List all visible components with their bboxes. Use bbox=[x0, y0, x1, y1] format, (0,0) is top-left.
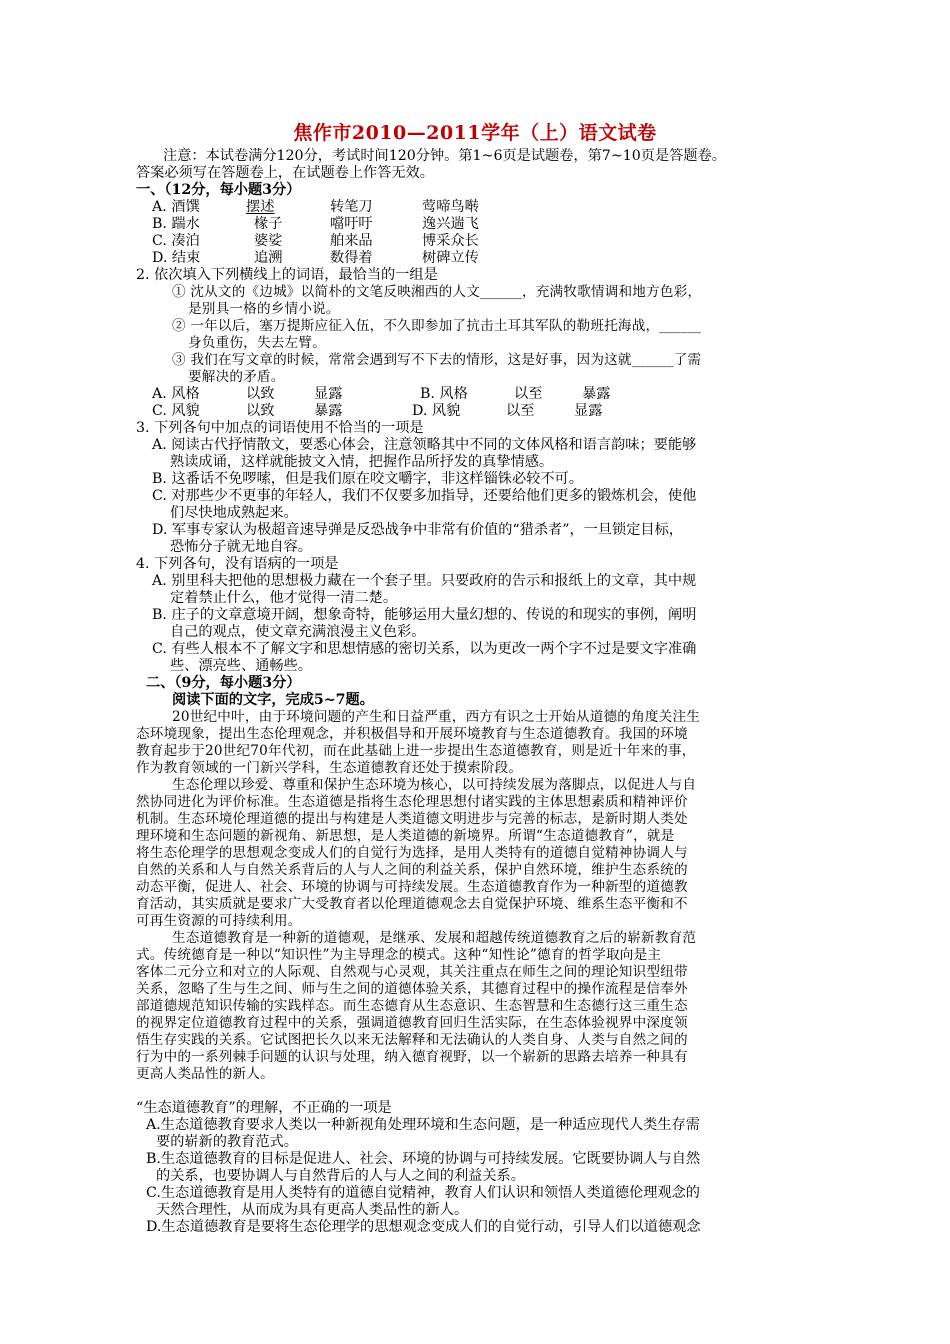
passage-line: 20世纪中叶，由于环境问题的产生和日益严重，西方有识之士开始从道德的角度关注生 bbox=[172, 709, 701, 725]
passage-line: 自然的关系和人与自然关系背后的人与人之间的利益关系，保护自然环境，维护生态系统的 bbox=[136, 862, 688, 878]
q5-stem: “生态道德教育”的理解，不正确的一项是 bbox=[136, 1100, 392, 1116]
reading-instruction: 阅读下面的文字，完成5~7题。 bbox=[172, 692, 374, 708]
q2-opt-c-1: C. 风貌 bbox=[152, 403, 200, 419]
q3-line-4: C. 对那些少不更事的年轻人，我们不仅要多加指导，还要给他们更多的锻炼机会，使他 bbox=[152, 488, 697, 504]
q1-b-2: 椽子 bbox=[254, 216, 283, 232]
passage-line: 然协同进化为评价标准。生态道德是指将生态伦理思想付诸实践的主体思想素质和精神评价 bbox=[136, 794, 688, 810]
passage-line: 更高人类品性的新人。 bbox=[136, 1066, 274, 1082]
passage-line: 部道德规范知识传输的实践样态。而生态德育从生态意识、生态智慧和生态德行这三重生态 bbox=[136, 998, 688, 1014]
q5-line-1: A.生态道德教育要求人类以一种新视角处理环境和生态问题，是一种适应现代人类生存需 bbox=[146, 1117, 700, 1133]
passage-line: 客体二元分立和对立的人际观、自然观与心灵观，其关注重点在师生之间的理论知识型纽带 bbox=[136, 964, 688, 980]
q3-line-1: A. 阅读古代抒情散文，要悉心体会，注意领略其中不同的文体风格和语言韵味；要能够 bbox=[152, 437, 697, 453]
q2-item-2b: 身负重伤，失去左臂。 bbox=[188, 335, 326, 351]
q3-line-3: B. 这番话不免啰嗦，但是我们原在咬文嚼字，非这样锱铢必较不可。 bbox=[152, 471, 583, 487]
q1-c-3: 舶来品 bbox=[330, 233, 373, 249]
q5-line-2: 要的崭新的教育范式。 bbox=[156, 1134, 298, 1150]
q2-item-3a: ③ 我们在写文章的时候，常常会遇到写不下去的情形，这是好事，因为这就______了需 bbox=[172, 352, 702, 368]
q4-line-2: 定着禁止什么，他才觉得一清二楚。 bbox=[170, 590, 398, 606]
passage-line: 生态道德教育是一种新的道德观，是继承、发展和超越传统道德教育之后的崭新教育范 bbox=[172, 930, 697, 946]
q1-d-4: 树碑立传 bbox=[422, 250, 479, 266]
page-title: 焦作市2010—2011学年（上）语文试卷 bbox=[293, 122, 657, 144]
passage-line: 动态平衡，促进人、社会、环境的协调与可持续发展。生态道德教育作为一种新型的道德教 bbox=[136, 879, 688, 895]
q4-line-1: A. 别里科夫把他的思想极力藏在一个套子里。只要政府的告示和报纸上的文章，其中规 bbox=[152, 573, 697, 589]
q4-line-3: B. 庄子的文章意境开阔，想象奇特，能够运用大量幻想的、传说的和现实的事例，阐明 bbox=[152, 607, 697, 623]
q1-d-1: D. 结束 bbox=[152, 250, 201, 266]
q5-line-3: B.生态道德教育的目标是促进人、社会、环境的协调与可持续发展。它既要协调人与自然 bbox=[146, 1151, 701, 1167]
q2-opt-d-3: 显露 bbox=[574, 403, 603, 419]
q5-line-6: 天然合理性，从而成为具有更高人类品性的新人。 bbox=[156, 1202, 469, 1218]
passage-line: 教育起步于20世纪70年代初，而在此基础上进一步提出生态道德教育，则是近十年来的事， bbox=[136, 743, 696, 759]
passage-line: 悟生存实践的关系。它试图把长久以来无法解释和无法确认的人类自身、人类与自然之间的 bbox=[136, 1032, 688, 1048]
q2-opt-a-1: A. 风格 bbox=[152, 386, 200, 402]
q1-c-1: C. 凑泊 bbox=[152, 233, 200, 249]
passage-line: 的视界定位道德教育过程中的关系，强调道德教育回归生活实际，在生态体验视界中深度领 bbox=[136, 1015, 688, 1031]
passage-line: 可再生资源的可持续利用。 bbox=[136, 913, 302, 929]
passage-line: 式。传统德育是一种以“知识性”为主导理念的模式。这种“知性论”德育的哲学取向是主 bbox=[136, 947, 662, 963]
q2-opt-c-2: 以致 bbox=[246, 403, 275, 419]
passage-line: 态环境现象，提出生态伦理观念，并积极倡导和开展环境教育与生态道德教育。我国的环境 bbox=[136, 726, 688, 742]
passage-line: 育活动，其实质就是要求广大受教育者以伦理道德观念去自觉保护环境、维系生态平衡和不 bbox=[136, 896, 688, 912]
q2-item-3b: 要解决的矛盾。 bbox=[188, 369, 285, 385]
q4-line-4: 自己的观点，使文章充满浪漫主义色彩。 bbox=[170, 624, 426, 640]
q1-a-1: A. 酒馔 bbox=[152, 199, 200, 215]
q1-c-4: 博采众长 bbox=[422, 233, 479, 249]
q2-opt-d-1: D. 风貌 bbox=[412, 403, 461, 419]
q2-item-1b: 是别具一格的乡情小说。 bbox=[188, 301, 340, 317]
q5-line-7: D.生态道德教育是要将生态伦理学的思想观念变成人们的自觉行动，引导人们以道德观念 bbox=[146, 1219, 701, 1235]
q1-b-1: B. 踹水 bbox=[152, 216, 200, 232]
q4-stem: 4. 下列各句，没有语病的一项是 bbox=[136, 556, 339, 572]
q1-d-2: 追溯 bbox=[254, 250, 283, 266]
q1-d-3: 数得着 bbox=[330, 250, 373, 266]
q3-line-5: 们尽快地成熟起来。 bbox=[170, 505, 298, 521]
notice-line-2: 答案必须写在答题卷上，在试题卷上作答无效。 bbox=[136, 165, 434, 181]
notice-line-1: 注意：本试卷满分120分，考试时间120分钟。第1~6页是试题卷，第7~10页是答题卷。 bbox=[163, 148, 726, 164]
q1-c-2: 婆娑 bbox=[254, 233, 283, 249]
passage-line: 理环境和生态问题的新视角、新思想，是人类道德的新境界。所谓“生态道德教育”，就是 bbox=[136, 828, 675, 844]
q1-a-4: 莺啼鸟啭 bbox=[422, 199, 479, 215]
q2-opt-b-2: 以至 bbox=[514, 386, 543, 402]
q1-b-4: 逸兴遄飞 bbox=[422, 216, 479, 232]
q2-opt-b-3: 暴露 bbox=[582, 386, 611, 402]
q3-line-2: 熟读成诵，这样就能披文入情，把握作品所抒发的真挚情感。 bbox=[170, 454, 554, 470]
q3-line-6: D. 军事专家认为极超音速导弹是反恐战争中非常有价值的“猎杀者”，一旦锁定目标， bbox=[152, 522, 683, 538]
q1-b-3: 噹吁吁 bbox=[330, 216, 373, 232]
section-1-heading: 一、（12分，每小题3分） bbox=[136, 182, 301, 198]
q3-stem: 3. 下列各句中加点的词语使用不恰当的一项是 bbox=[136, 420, 424, 436]
q1-a-2: 摆述 bbox=[246, 199, 275, 215]
passage-line: 生态伦理以珍爱、尊重和保护生态环境为核心，以可持续发展为落脚点，以促进人与自 bbox=[172, 777, 697, 793]
q2-opt-a-2: 以致 bbox=[246, 386, 275, 402]
passage-line: 行为中的一系列棘手问题的认识与处理，纳入德育视野，以一个崭新的思路去培养一种具有 bbox=[136, 1049, 688, 1065]
q5-line-5: C.生态道德教育是用人类特有的道德自觉精神，教育人们认识和领悟人类道德伦理观念的 bbox=[146, 1185, 700, 1201]
passage-line: 将生态伦理学的思想观念变成人们的自觉行为选择，是用人类特有的道德自觉精神协调人与 bbox=[136, 845, 688, 861]
q2-stem: 2. 依次填入下列横线上的词语，最恰当的一组是 bbox=[136, 267, 438, 283]
q4-line-5: C. 有些人根本不了解文字和思想情感的密切关系，以为更改一两个字不过是要文字准确 bbox=[152, 641, 697, 657]
q2-opt-c-3: 暴露 bbox=[314, 403, 343, 419]
q2-item-2a: ② 一年以后，塞万提斯应征入伍，不久即参加了抗击土耳其军队的勒班托海战，______ bbox=[172, 318, 702, 334]
q5-line-4: 的关系，也要协调人与自然背后的人与人之间的利益关系。 bbox=[156, 1168, 525, 1184]
passage-line: 机制。生态环境伦理道德的提出与构建是人类道德文明进步与完善的标志，是新时期人类处 bbox=[136, 811, 688, 827]
q2-opt-d-2: 以至 bbox=[506, 403, 535, 419]
q3-line-7: 恐怖分子就无地自容。 bbox=[170, 539, 312, 555]
q2-item-1a: ① 沈从文的《边城》以简朴的文笔反映湘西的人文______，充满牧歌情调和地方色彩， bbox=[172, 284, 702, 300]
passage-line: 作为教育领域的一门新兴学科，生态道德教育还处于摸索阶段。 bbox=[136, 760, 523, 776]
q2-opt-a-3: 显露 bbox=[314, 386, 343, 402]
passage-line: 关系，忽略了生与生之间、师与生之间的道德体验关系，其德育过程中的操作流程是信奉外 bbox=[136, 981, 688, 997]
q4-line-6: 些、漂亮些、通畅些。 bbox=[170, 658, 312, 674]
q2-opt-b-1: B. 风格 bbox=[420, 386, 468, 402]
section-2-heading: 二、（9分，每小题3分） bbox=[146, 675, 301, 691]
q1-a-3: 转笔刀 bbox=[330, 199, 373, 215]
